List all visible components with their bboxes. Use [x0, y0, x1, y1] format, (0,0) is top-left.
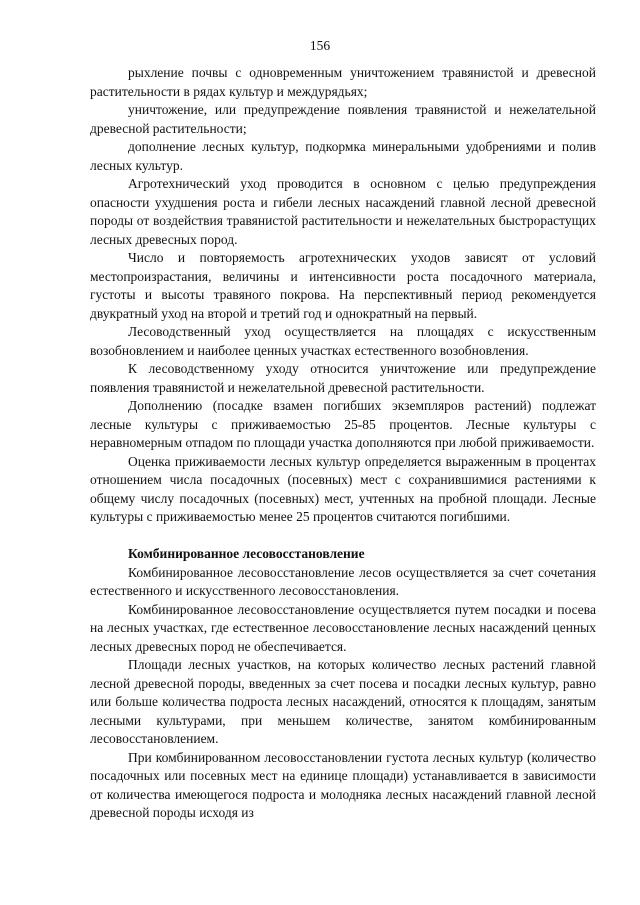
document-body: [90, 64, 596, 823]
paragraph: Дополнению (посадке взамен погибших экземпляров растений) подлежат лесные культуры с приживаемостью 25-85 процентов. Лесные культуры с неравномерным отпадом по площади участка дополняются при любой приживаемости.: [90, 398, 596, 450]
paragraph: дополнение лесных культур, подкормка минеральными удобрениями и полив лесных культур.: [90, 139, 596, 173]
paragraph: Агротехнический уход проводится в основном с целью предупреждения опасности ухудшения роста и гибели лесных насаждений главной лесной древесной породы от воздействия травянистой растительности и нежелательных быстрорастущих лесных древесных пород.: [90, 176, 596, 247]
paragraph: К лесоводственному уходу относится уничтожение или предупреждение появления травянистой и нежелательной древесной растительности.: [90, 361, 596, 395]
paragraph: Комбинированное лесовосстановление лесов осуществляется за счет сочетания естественного и искусственного лесовосстановления.: [90, 564, 596, 598]
paragraph: Площади лесных участков, на которых количество лесных растений главной лесной древесной породы, введенных за счет посева и посадки лесных культур, равно или больше количества подроста лесных насаждений, относятся к площадям, занятым лесными культурами, при меньшем количестве, занятом комбинированным лесовосстановлением.: [90, 657, 596, 746]
paragraph: Комбинированное лесовосстановление осуществляется путем посадки и посева на лесных участках, где естественное лесовосстановление лесных насаждений ценных лесных древесных пород не обеспечивается.: [90, 601, 596, 654]
paragraph: рыхление почвы с одновременным уничтожением травянистой и древесной растительности в рядах культур и междурядьях;: [90, 65, 596, 99]
paragraph: уничтожение, или предупреждение появления травянистой и нежелательной древесной растительности;: [90, 102, 596, 136]
paragraph: Оценка приживаемости лесных культур определяется выраженным в процентах отношением числа посадочных (посевных) мест с сохранившимися растениями к общему числу посадочных (посевных) мест, учтенных на пробной площади. Лесные культуры с приживаемостью менее 25 процентов считаются погибшими.: [90, 453, 596, 524]
paragraph: Число и повторяемость агротехнических уходов зависят от условий местопроизрастания, величины и интенсивности роста посадочного материала, густоты и высоты травяного покрова. На перспективный период рекомендуется двукратный уход на второй и третий год и однократный на первый.: [90, 250, 596, 321]
page-number: 156: [309, 38, 331, 53]
paragraph: Лесоводственный уход осуществляется на площадях с искусственным возобновлением и наиболее ценных участках естественного возобновления.: [90, 324, 596, 358]
paragraph: При комбинированном лесовосстановлении густота лесных культур (количество посадочных или посевных мест на единице площади) устанавливается в зависимости от количества имеющегося подроста и молодняка лесных насаждений главной лесной древесной породы исходя из: [90, 749, 596, 820]
section-heading: Комбинированное лесовосстановление: [128, 546, 365, 561]
